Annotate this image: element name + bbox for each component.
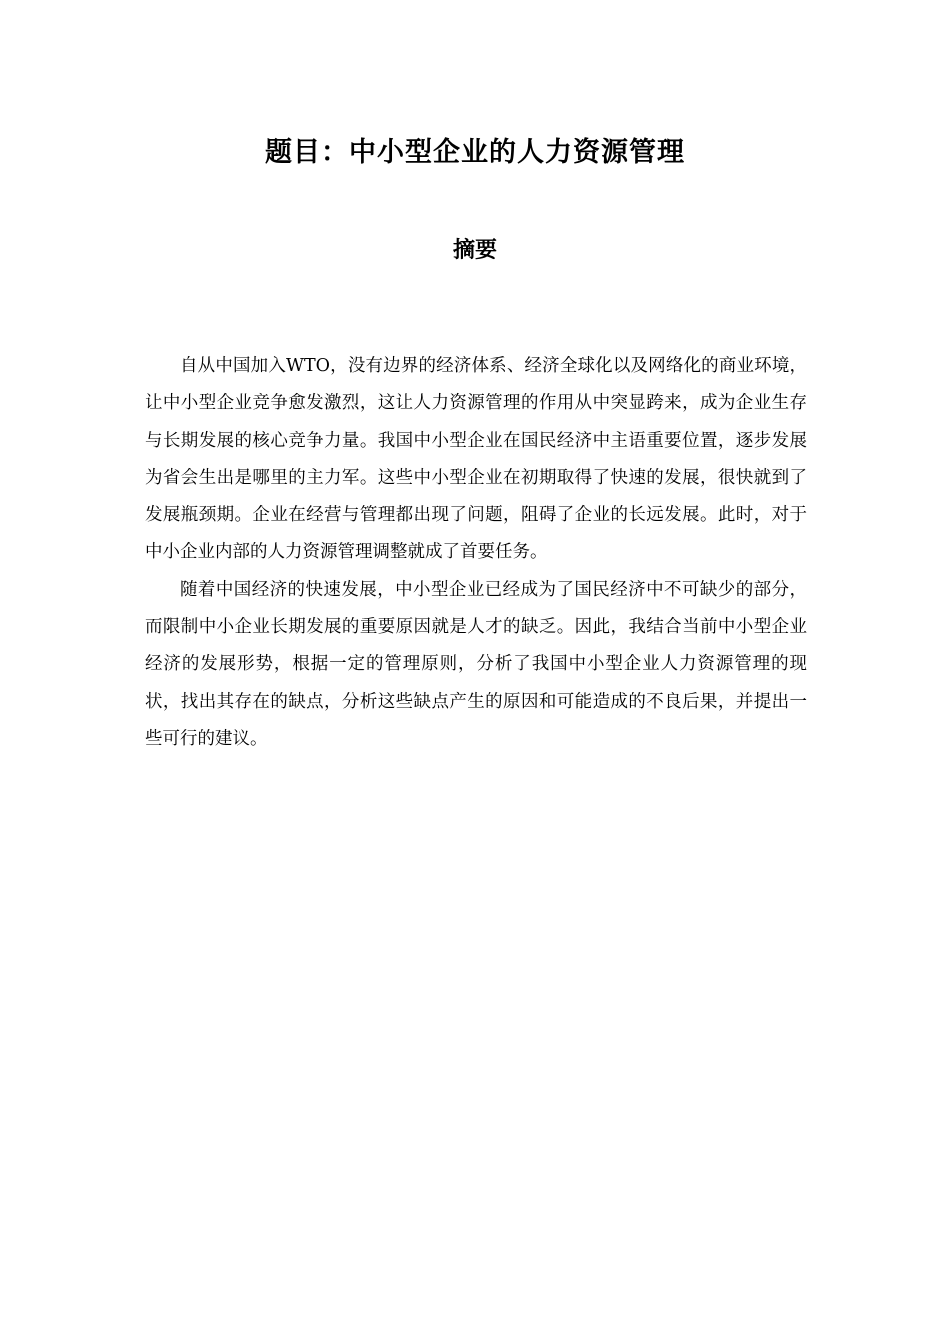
abstract-paragraph-1: 自从中国加入WTO，没有边界的经济体系、经济全球化以及网络化的商业环境，让中小型企业竞争愈发激烈，这让人力资源管理的作用从中突显跨来，成为企业生存与长期发展的核心竞争力量。我国中小型企业在国民经济中主语重要位置，逐步发展为省会生出是哪里的主力军。这些中小型企业在初期取得了快速的发展，很快就到了发展瓶颈期。企业在经营与管理都出现了问题，阻碍了企业的长远发展。此时，对于中小企业内部的人力资源管理调整就成了首要任务。 xyxy=(145,356,807,563)
document-title: 题目：中小型企业的人力资源管理 xyxy=(265,137,685,168)
abstract-heading: 摘要 xyxy=(452,238,497,263)
abstract-paragraph-2: 随着中国经济的快速发展，中小型企业已经成为了国民经济中不可缺少的部分，而限制中小企业长期发展的重要原因就是人才的缺乏。因此，我结合当前中小型企业经济的发展形势，根据一定的管理原则，分析了我国中小型企业人力资源管理的现状，找出其存在的缺点，分析这些缺点产生的原因和可能造成的不良后果，并提出一些可行的建议。 xyxy=(145,579,807,749)
abstract-body xyxy=(145,348,807,758)
